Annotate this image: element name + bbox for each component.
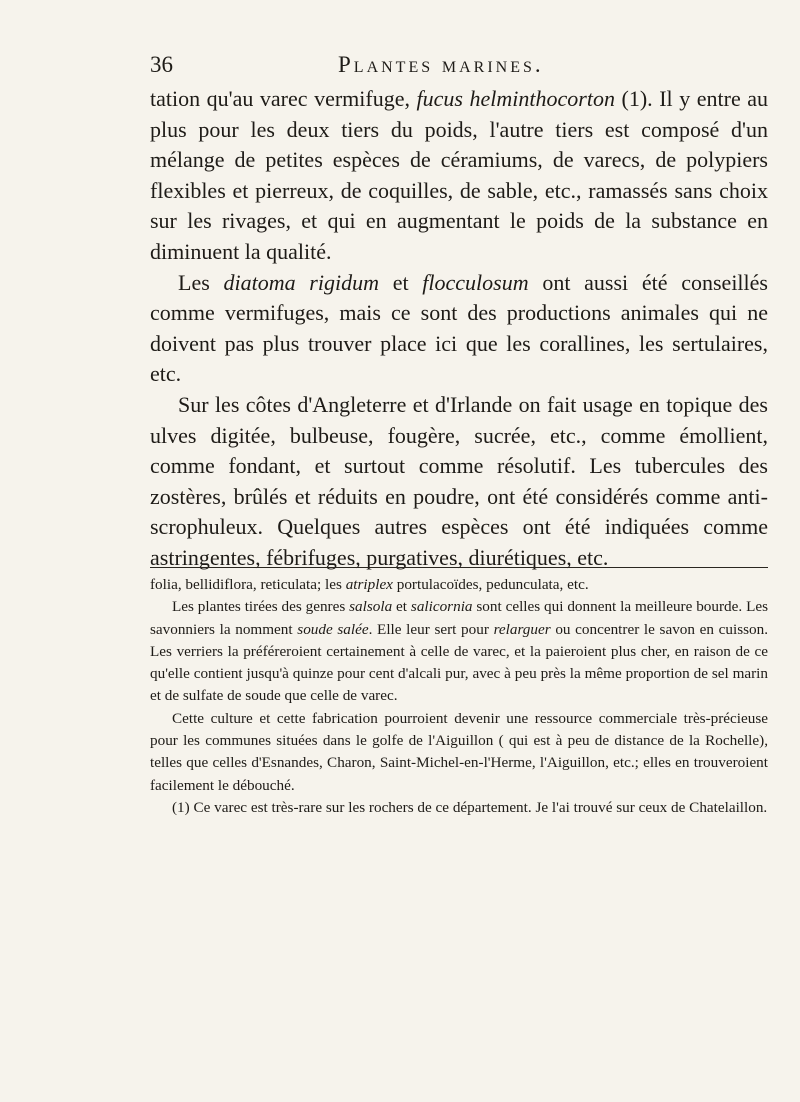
- genus-name: salicornia: [410, 598, 473, 616]
- text-run: (1). Il y entre au plus pour les deux tiers du poids, l'autre tiers est composé d'un mélange de petites espèces de céramiums, de varecs, de polypiers flexibles et pierreux, de coquilles, de sable, etc., ramassés sans choix sur les rivages, et qui en augmentant le poids de la substance en diminuent la qualité.: [150, 86, 769, 264]
- note-soude: [150, 596, 768, 707]
- species-name: fucus helminthocorton: [416, 86, 615, 111]
- text-run: tation qu'au varec vermifuge,: [150, 86, 417, 111]
- paragraph-2: [150, 268, 768, 390]
- text-run: ou concentrer le savon en cuisson. Les verriers la préféreroient certainement à celle de varec, et la paieroient plus cher, en raison de ce qu'elle contient jusqu'à quinze pour cent d'alcali pur, avec à peu près la même proportion de sel marin et de sulfate de soude que celle de varec.: [150, 620, 768, 705]
- note-culture: Cette culture et cette fabrication pourroient devenir une ressource commerciale très-précieuse pour les communes situées dans le golfe de l'Aiguillon ( qui est à peu de distance de la Rochelle), telles que celles d'Esnandes, Charon, Saint-Michel-en-l'Herme, l'Aiguillon, etc.; elles en trouveroient facilement le débouché.: [150, 709, 768, 794]
- text-run: portulacoïdes, pedunculata, etc.: [392, 576, 589, 593]
- page-number: 36: [150, 52, 173, 77]
- species-name: diatoma rigidum: [223, 269, 379, 295]
- text-run: Les plantes tirées des genres: [172, 598, 350, 616]
- species-name: flocculosum: [422, 269, 529, 295]
- term: relarguer: [493, 620, 551, 638]
- footnotes: [150, 574, 768, 819]
- running-title: Plantes marines.: [338, 52, 544, 77]
- text-run: ont aussi été conseillés comme vermifuges, mais ce sont des productions animales qui ne doivent pas plus trouver place ici que les corallines, les sertulaires, etc.: [150, 269, 768, 387]
- text-run: sont celles qui donnent la meilleure bourde. Les savonniers la nomment: [150, 598, 768, 638]
- note-continuation: [150, 574, 768, 596]
- text-run: . Elle leur sert pour: [368, 620, 494, 638]
- text-run: et: [378, 269, 423, 295]
- genus-name: atriplex: [345, 576, 393, 593]
- main-text: [150, 84, 768, 574]
- page-header: [150, 52, 760, 82]
- footnote-rule: [150, 567, 768, 568]
- text-run: folia, bellidiflora, reticulata; les: [150, 576, 346, 593]
- genus-name: salsola: [349, 598, 393, 616]
- footnote-1: (1) Ce varec est très-rare sur les rochers de ce département. Je l'ai trouvé sur ceux de Chatelaillon.: [172, 798, 768, 816]
- paragraph-1: [150, 84, 768, 268]
- text-run: et: [392, 598, 411, 616]
- text-run: Les: [178, 269, 224, 295]
- term: soude salée: [297, 620, 369, 638]
- paragraph-3: Sur les côtes d'Angleterre et d'Irlande on fait usage en topique des ulves digitée, bulbeuse, fougère, sucrée, etc., comme émollient, comme fondant, et surtout comme résolutif. Les tubercules des zostères, brûlés et réduits en poudre, ont été considérés comme anti-scrophuleux. Quelques autres espèces ont été indiquées comme astringentes, fébrifuges, purgatives, diurétiques, etc.: [150, 391, 768, 570]
